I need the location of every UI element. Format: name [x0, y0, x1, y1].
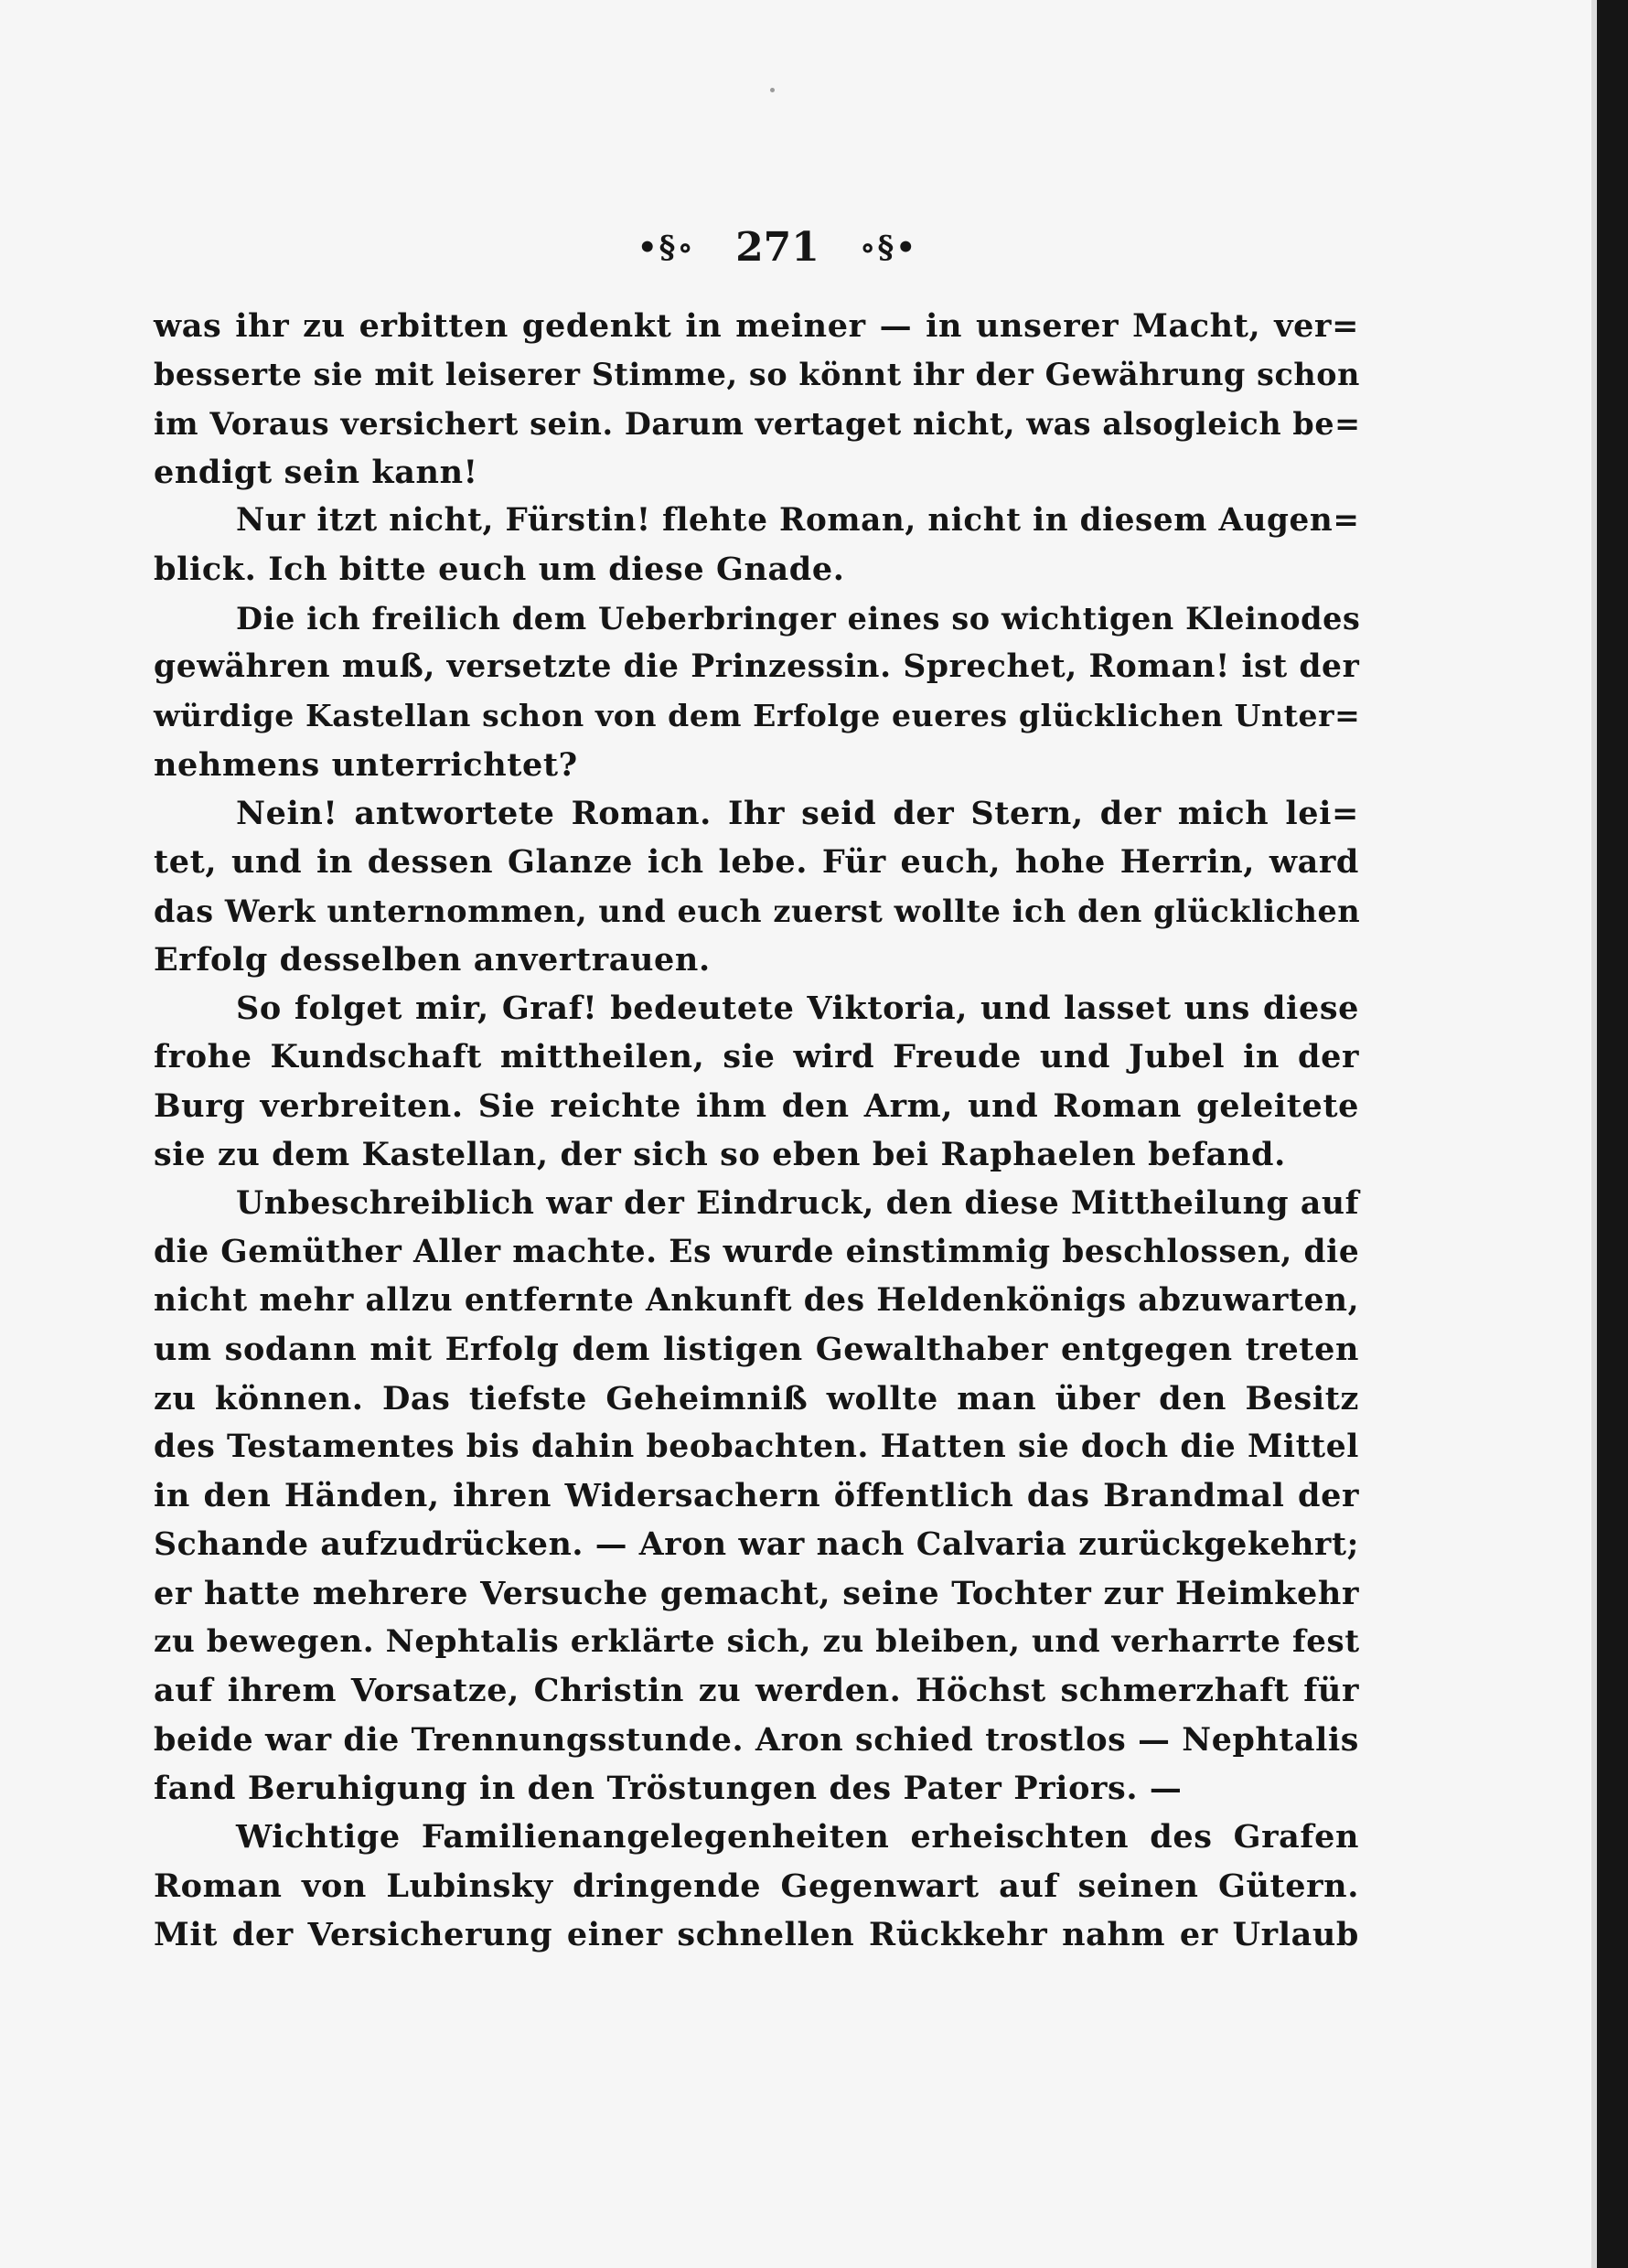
text-line: er hatte mehrere Versuche gemacht, seine Tochter zur Heimkehr: [154, 1574, 1359, 1612]
text-line: Schande aufzudrücken. — Aron war nach Calvaria zurückgekehrt;: [154, 1525, 1359, 1564]
text-line: um sodann mit Erfolg dem listigen Gewalthaber entgegen treten: [154, 1331, 1359, 1369]
text-line: zu bewegen. Nephtalis erklärte sich, zu bleiben, und verharrte fest: [154, 1623, 1360, 1661]
text-line: Burg verbreiten. Sie reichte ihm den Arm, und Roman geleitete: [154, 1086, 1359, 1125]
text-line: So folget mir, Graf! bedeutete Viktoria, und lasset uns diese: [236, 990, 1359, 1028]
text-line: sie zu dem Kastellan, der sich so eben bei Raphaelen befand.: [154, 1136, 1286, 1174]
text-line: Die ich freilich dem Ueberbringer eines so wichtigen Kleinodes: [236, 600, 1361, 637]
text-line: nehmens unterrichtet?: [154, 745, 578, 784]
text-line: im Voraus versichert sein. Darum vertaget nicht, was alsogleich be=: [154, 405, 1361, 442]
text-line: fand Beruhigung in den Tröstungen des Pater Priors. —: [154, 1769, 1183, 1807]
text-line: Mit der Versicherung einer schnellen Rückkehr nahm er Urlaub: [154, 1915, 1359, 1953]
text-line: die Gemüther Aller machte. Es wurde einstimmig beschlossen, die: [154, 1233, 1360, 1270]
text-line: blick. Ich bitte euch um diese Gnade.: [154, 551, 845, 589]
text-line: Roman von Lubinsky dringende Gegenwart auf seinen Gütern.: [154, 1867, 1359, 1905]
text-line: würdige Kastellan schon von dem Erfolge eueres glücklichen Unter=: [154, 698, 1361, 734]
ornament-left: •§∘: [637, 229, 696, 266]
text-line: auf ihrem Vorsatze, Christin zu werden. Höchst schmerzhaft für: [154, 1672, 1359, 1710]
text-line: frohe Kundschaft mittheilen, sie wird Freude und Jubel in der: [154, 1038, 1359, 1076]
text-line: des Testamentes bis dahin beobachten. Hatten sie doch die Mittel: [154, 1428, 1359, 1465]
scan-border: [1597, 0, 1628, 2268]
text-line: nicht mehr allzu entfernte Ankunft des Heldenkönigs abzuwarten,: [154, 1281, 1360, 1319]
text-line: Wichtige Familienangelegenheiten erheischten des Grafen: [236, 1818, 1359, 1856]
text-line: Unbeschreiblich war der Eindruck, den diese Mittheilung auf: [236, 1184, 1360, 1223]
text-line: in den Händen, ihren Widersachern öffentlich das Brandmal der: [154, 1477, 1359, 1515]
text-line: Erfolg desselben anvertrauen.: [154, 940, 711, 979]
text-line: Nein! antwortete Roman. Ihr seid der Stern, der mich lei=: [236, 794, 1359, 832]
text-line: zu können. Das tiefste Geheimniß wollte man über den Besitz: [154, 1379, 1359, 1418]
page-number: 271: [735, 224, 819, 271]
text-line: was ihr zu erbitten gedenkt in meiner — in unserer Macht, ver=: [154, 307, 1359, 345]
text-line: Nur itzt nicht, Fürstin! flehte Roman, nicht in diesem Augen=: [236, 502, 1360, 540]
text-line: tet, und in dessen Glanze ich lebe. Für euch, hohe Herrin, ward: [154, 843, 1359, 882]
text-line: gewähren muß, versetzte die Prinzessin. Sprechet, Roman! ist der: [154, 648, 1360, 686]
text-line: beide war die Trennungsstunde. Aron schied trostlos — Nephtalis: [154, 1720, 1359, 1759]
paper-speck: [770, 88, 775, 92]
page-header: [0, 221, 1555, 271]
ornament-right: ∘§•: [859, 229, 918, 266]
text-line: endigt sein kann!: [154, 453, 478, 491]
text-line: das Werk unternommen, und euch zuerst wollte ich den glücklichen: [154, 893, 1361, 929]
body-text: [154, 302, 1359, 1959]
text-line: besserte sie mit leiserer Stimme, so könnt ihr der Gewährung schon: [154, 357, 1360, 393]
